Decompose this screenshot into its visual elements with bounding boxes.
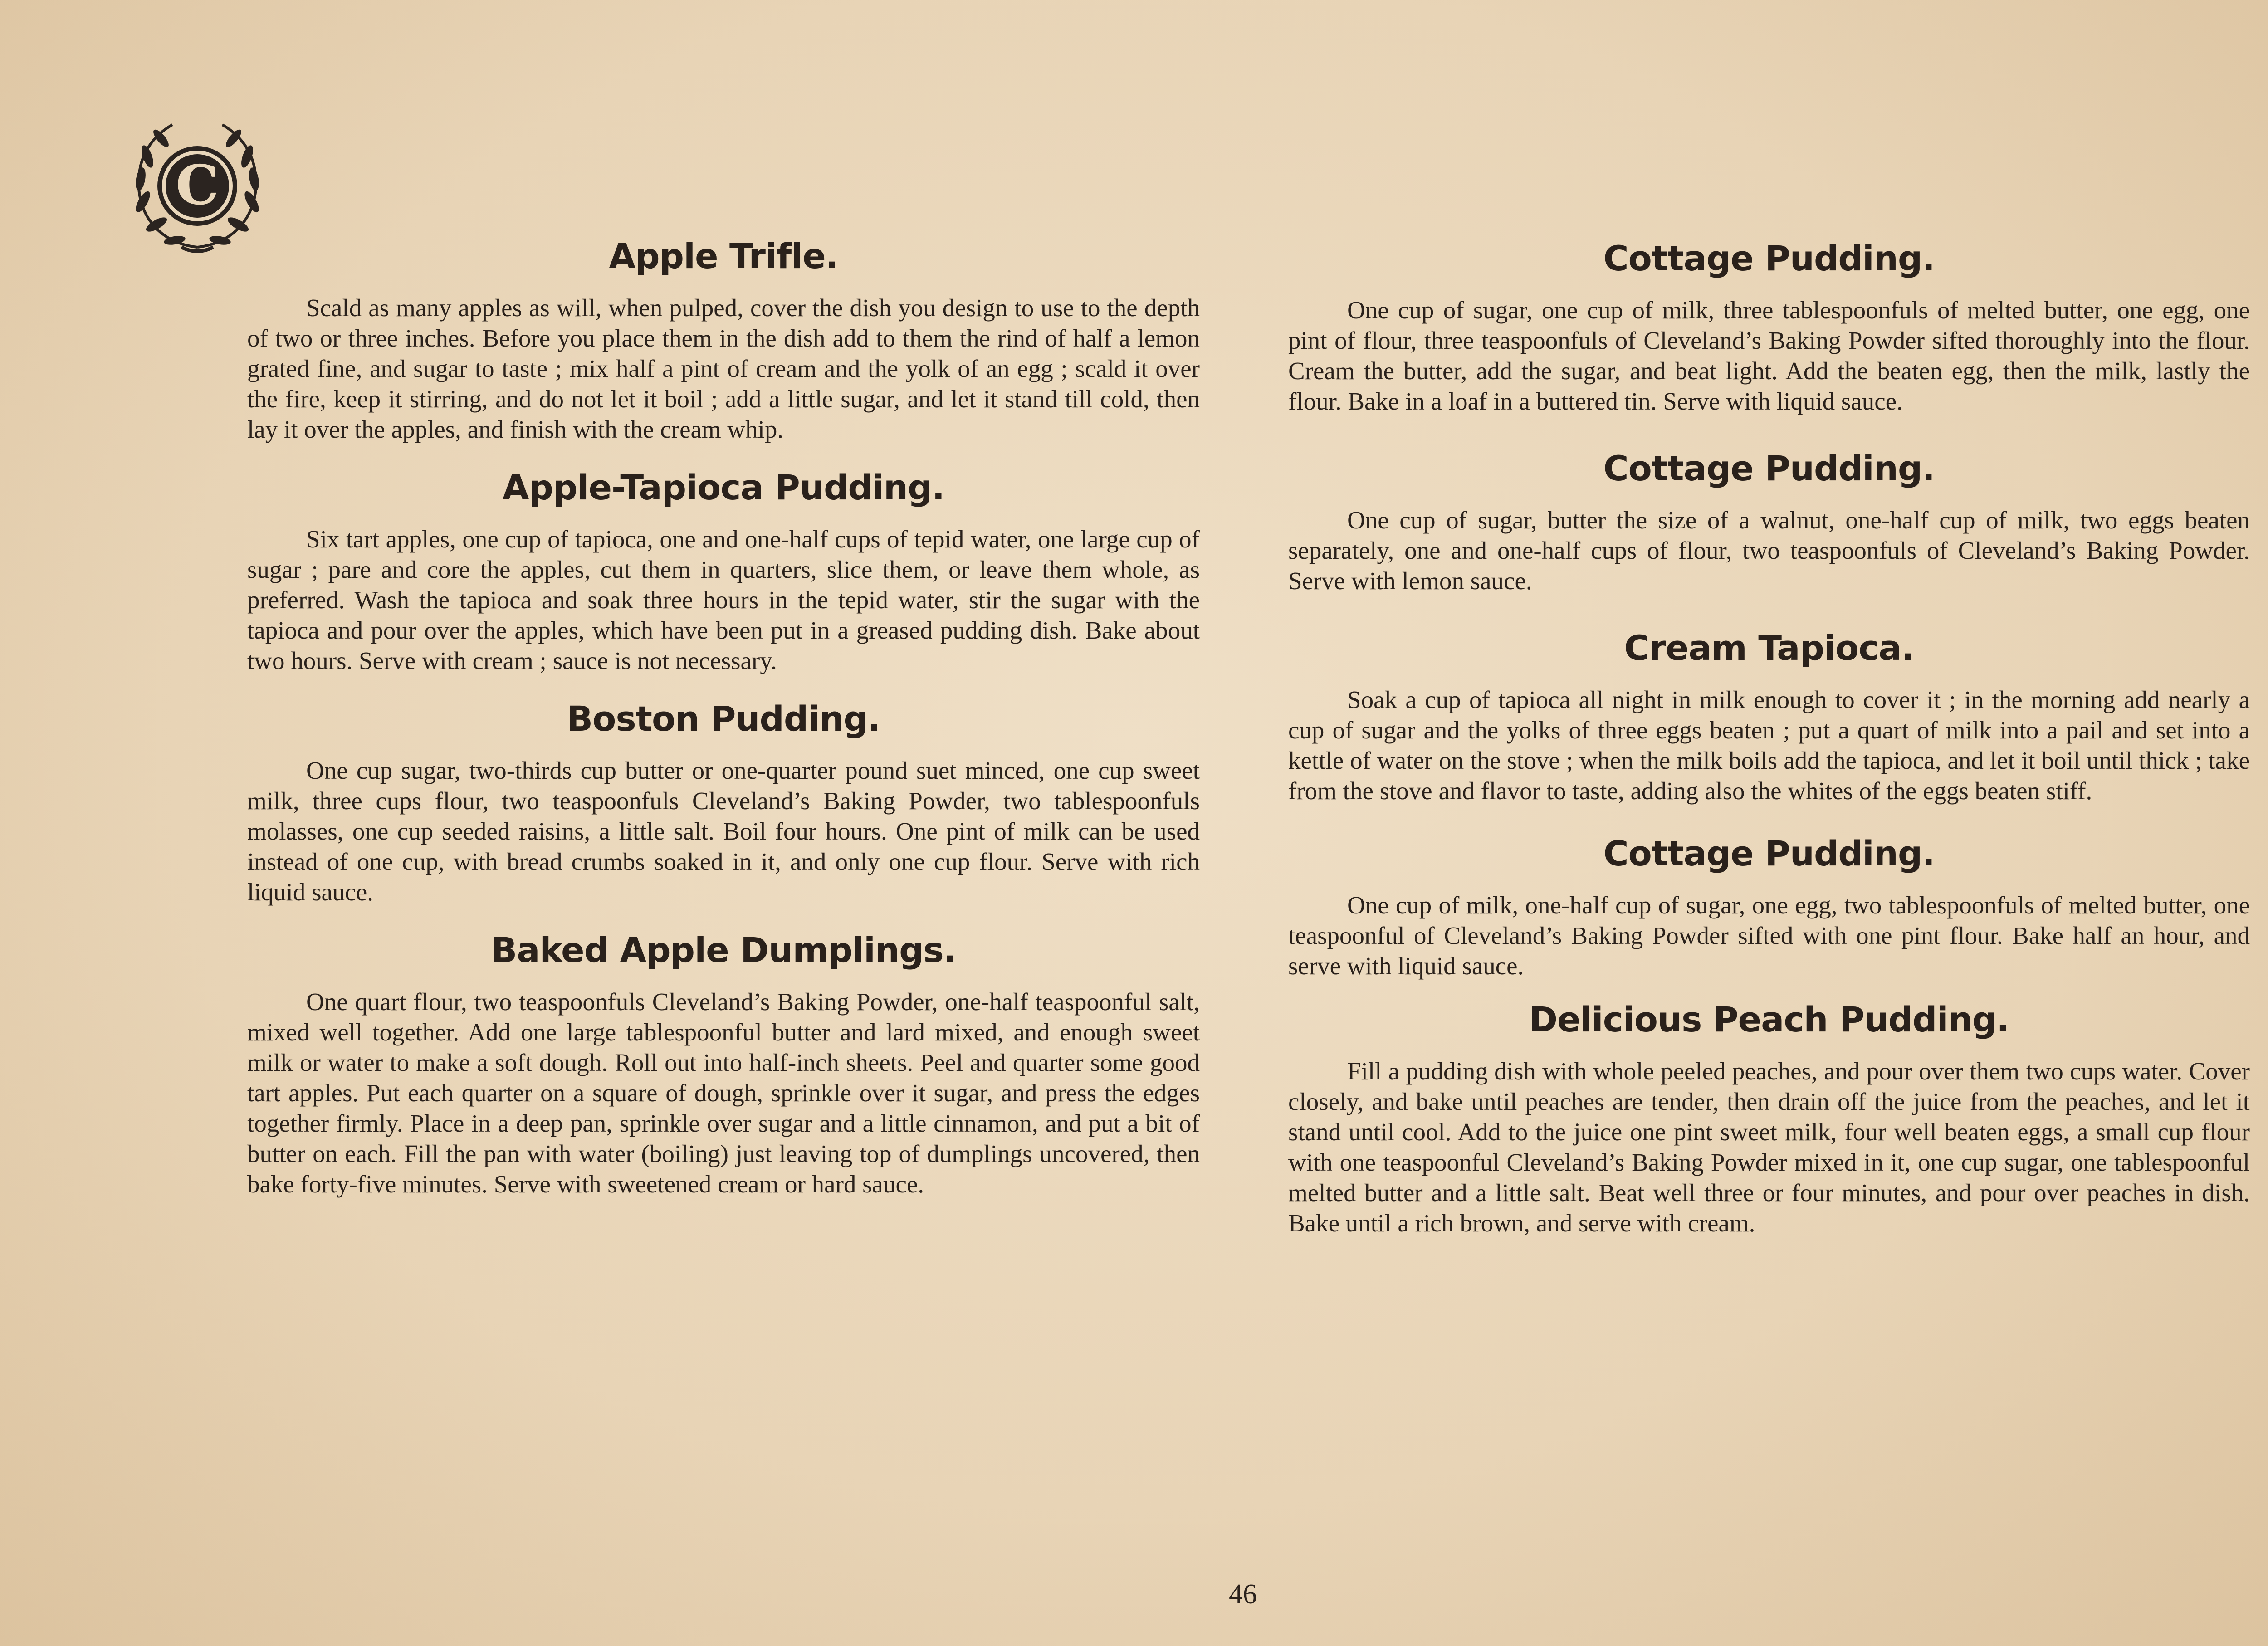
recipe-text: One quart flour, two teaspoonfuls Cleveland’s Baking Powder, one-half teaspoonful salt, mixed well together. Add one large tablespoonful butter and lard mixed, and enough sweet milk or water to make a soft dough. Roll out into half-inch sheets. Peel and quarter some good tart apples. Put each quarter on a square of dough, sprinkle over it sugar, and press the edges together firmly. Place in a deep pan, sprinkle over sugar and a little cinnamon, and put a bit of butter on each. Fill the pan with water (boiling) just leaving top of dumplings uncovered, then bake forty-five minutes. Serve with sweetened cream or hard sauce. [247,988,1200,1198]
right-column [1288,238,2250,1238]
recipe-delicious-peach-pudding [1288,999,2250,1238]
recipe-title: Apple Trifle. [609,236,838,276]
recipe-text: One cup of sugar, butter the size of a walnut, one-half cup of milk, two eggs beaten separately, one and one-half cups of flour, two teaspoonfuls of Cleveland’s Baking Powder. Serve with lemon sauce. [1288,506,2250,595]
recipe-title: Boston Pudding. [567,698,880,739]
recipe-title: Delicious Peach Pudding. [1529,999,2009,1040]
recipe-apple-trifle [247,236,1200,444]
recipe-title: Cottage Pudding. [1603,448,1935,488]
recipe-text: Six tart apples, one cup of tapioca, one and one-half cups of tepid water, one large cup of sugar ; pare and core the apples, cut them in quarters, slice them, or leave them whole, as preferred. Wash the tapioca and soak three hours in the tepid water, stir the sugar with the tapioca and pour over the apples, which have been put in a greased pudding dish. Bake about two hours. Serve with cream ; sauce is not necessary. [247,525,1200,674]
recipe-title: Baked Apple Dumplings. [491,930,956,970]
recipe-cottage-pudding-3 [1288,833,2250,981]
left-column [247,236,1200,1199]
recipe-cream-tapioca [1288,628,2250,806]
recipe-text: Scald as many apples as will, when pulped, cover the dish you design to use to the depth of two or three inches. Before you place them in the dish add to them the rind of half a lemon grated fine, and sugar to taste ; mix half a pint of cream and the yolk of an egg ; scald it over the fire, keep it stirring, and do not let it boil ; add a little sugar, and let it stand till cold, then lay it over the apples, and finish with the cream whip. [247,294,1200,443]
recipe-text: One cup of sugar, one cup of milk, three tablespoonfuls of melted butter, one egg, one pint of flour, three teaspoonfuls of Cleveland’s Baking Powder sifted thoroughly into the flour. Cream the butter, add the sugar, and beat light. Add the beaten egg, then the milk, lastly the flour. Bake in a loaf in a buttered tin. Serve with liquid sauce. [1288,296,2250,415]
page-number: 46 [1229,1579,1257,1610]
recipe-title: Cream Tapioca. [1624,628,1914,668]
recipe-cottage-pudding-1 [1288,238,2250,416]
recipe-title: Apple-Tapioca Pudding. [502,467,945,508]
recipe-baked-apple-dumplings [247,930,1200,1199]
recipe-boston-pudding [247,698,1200,907]
recipe-apple-tapioca-pudding [247,467,1200,676]
recipe-text: Soak a cup of tapioca all night in milk enough to cover it ; in the morning add nearly a cup of sugar and the yolks of three eggs beaten ; put a quart of milk into a pail and set into a kettle of water on the stove ; when the milk boils add the tapioca, and let it boil until thick ; take from the stove and flavor to taste, adding also the whites of the eggs beaten stiff. [1288,686,2250,805]
recipe-text: One cup sugar, two-thirds cup butter or one-quarter pound suet minced, one cup sweet milk, three cups flour, two teaspoonfuls Cleveland’s Baking Powder, two tablespoonfuls molasses, one cup seeded raisins, a little salt. Boil four hours. One pint of milk can be used instead of one cup, with bread crumbs soaked in it, and only one cup flour. Serve with rich liquid sauce. [247,757,1200,906]
recipe-cottage-pudding-2 [1288,448,2250,596]
recipe-text: Fill a pudding dish with whole peeled peaches, and pour over them two cups water. Cover closely, and bake until peaches are tender, then drain off the juice from the peaches, and let it stand until cool. Add to the juice one pint sweet milk, four well beaten eggs, a small cup flour with one teaspoonful Cleveland’s Baking Powder mixed in it, one cup sugar, one tablespoonful melted butter and a little salt. Beat well three or four minutes, and pour over peaches in dish. Bake until a rich brown, and serve with cream. [1288,1057,2250,1237]
recipe-text: One cup of milk, one-half cup of sugar, one egg, two tablespoonfuls of melted butter, one teaspoonful of Cleveland’s Baking Powder sifted with one pint flour. Bake half an hour, and serve with liquid sauce. [1288,891,2250,980]
recipe-title: Cottage Pudding. [1603,833,1935,874]
recipe-title: Cottage Pudding. [1603,238,1935,278]
monogram-letter: C [176,153,219,217]
